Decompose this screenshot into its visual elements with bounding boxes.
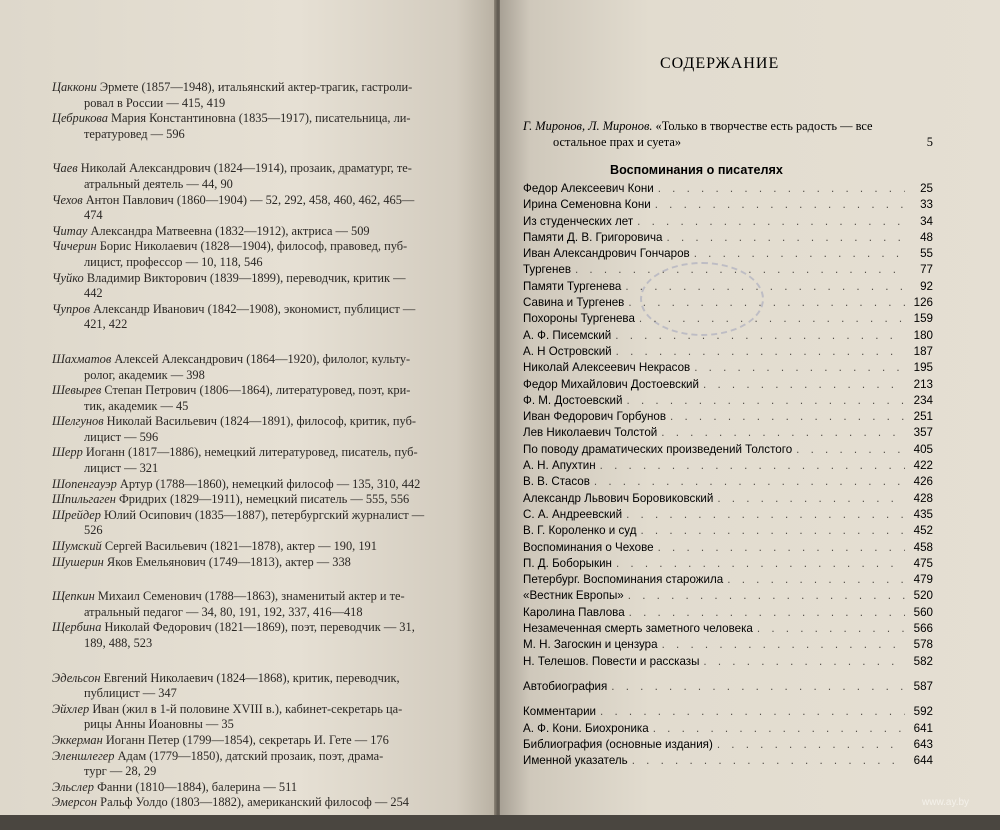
toc-entry-title: Александр Львович Боровиковский <box>523 491 714 505</box>
toc-row <box>523 394 933 410</box>
toc-row <box>523 443 933 459</box>
toc-row <box>523 722 933 738</box>
index-entry-name: Шевырев <box>52 383 102 398</box>
toc-entry-title: Памяти Д. В. Григоровича <box>523 230 663 244</box>
toc-dot-leader <box>717 738 905 751</box>
index-entry-text: Фанни (1810—1884), балерина — 511 <box>93 779 298 794</box>
toc-entry-title: Библиография (основные издания) <box>523 737 713 751</box>
toc-dot-leader <box>796 443 905 456</box>
toc-dot-leader <box>703 378 905 391</box>
toc-dot-leader <box>694 247 905 260</box>
index-entry-continuation: 442 <box>84 286 103 301</box>
toc-entry-page: 520 <box>913 589 933 603</box>
index-entry-name: Чуйко <box>52 270 84 285</box>
toc-dot-leader <box>616 557 905 570</box>
index-entry-continuation: ролог, академик — 398 <box>84 367 205 382</box>
index-entry <box>52 193 472 224</box>
toc-entry-page: 426 <box>913 475 933 489</box>
index-entry-name: Шерр <box>52 445 83 460</box>
index-entry-text: Ральф Уолдо (1803—1882), американский философ — 254 <box>97 795 409 810</box>
toc-dot-leader <box>626 508 905 521</box>
index-entry-text: Иоганн (1817—1886), немецкий литературовед, писатель, пуб- <box>82 445 418 460</box>
index-group <box>52 80 472 142</box>
toc-entry-page: 566 <box>913 622 933 636</box>
toc-entry-page: 452 <box>913 524 933 538</box>
toc-entry-page: 475 <box>913 556 933 570</box>
toc-entry-page: 592 <box>913 705 933 719</box>
index-entry-continuation: публицист — 347 <box>84 686 177 701</box>
index-entry-name: Эдельсон <box>52 670 101 685</box>
index-entry-name: Чупров <box>52 301 91 316</box>
index-entry <box>52 239 472 270</box>
index-entry-text: Евгений Николаевич (1824—1868), критик, переводчик, <box>100 670 400 685</box>
toc-dot-leader <box>653 722 905 735</box>
toc-dot-leader <box>611 680 905 693</box>
toc-entry-title: Автобиография <box>523 679 608 693</box>
toc-entry-title: М. Н. Загоскин и цензура <box>523 638 658 652</box>
index-entry-text: Александра Матвеевна (1832—1912), актриса — 509 <box>87 223 370 238</box>
toc-entry-page: 644 <box>913 754 933 768</box>
index-entry-name: Цаккони <box>52 80 97 94</box>
toc-entry-title: Н. Телешов. Повести и рассказы <box>523 654 700 668</box>
toc-entry-page: 159 <box>913 312 933 326</box>
toc-entry-page: 33 <box>920 198 933 212</box>
toc-spacer <box>523 696 933 705</box>
toc-row <box>523 378 933 394</box>
toc-entry-title: Из студенческих лет <box>523 214 634 228</box>
index-entry <box>52 539 472 555</box>
toc-entry-page: 180 <box>913 328 933 342</box>
toc-entry-page: 578 <box>913 638 933 652</box>
toc-row <box>523 754 933 770</box>
toc-entry-title: Незамеченная смерть заметного человека <box>523 622 753 636</box>
index-entry <box>52 383 472 414</box>
toc-dot-leader <box>757 622 905 635</box>
toc-dot-leader <box>628 589 905 602</box>
toc-entry-title: А. Н Островский <box>523 344 612 358</box>
toc-row <box>523 508 933 524</box>
toc-entry-page: 126 <box>913 296 933 310</box>
toc-entry-title: Ф. М. Достоевский <box>523 393 623 407</box>
toc-entry-page: 560 <box>913 605 933 619</box>
toc-entry-page: 582 <box>913 654 933 668</box>
toc-entry-title: Ирина Семеновна Кони <box>523 198 651 212</box>
toc-dot-leader <box>627 394 905 407</box>
index-entry-name: Эккерман <box>52 732 103 747</box>
index-entry-text: Иван (жил в 1-й половине XVIII в.), кабинет-секретарь ца- <box>89 701 403 716</box>
toc-entry-title: Петербург. Воспоминания старожила <box>523 573 724 587</box>
toc-row <box>523 638 933 654</box>
index-entry-continuation: 189, 488, 523 <box>84 636 153 650</box>
toc-entry-page: 587 <box>913 679 933 693</box>
intro-page: 5 <box>926 135 933 149</box>
index-entry <box>52 749 472 780</box>
toc-row <box>523 680 933 696</box>
toc-row <box>523 738 933 754</box>
index-entry <box>52 477 472 493</box>
index-entry-text: Николай Васильевич (1824—1891), философ, критик, пуб- <box>103 414 416 429</box>
toc-dot-leader <box>616 345 905 358</box>
toc-dot-leader <box>661 426 905 439</box>
toc-entry-title: По поводу драматических произведений Толстого <box>523 442 793 456</box>
toc-dot-leader <box>658 182 905 195</box>
toc-spacer <box>523 671 933 680</box>
toc-row <box>523 410 933 426</box>
toc-entry-page: 643 <box>913 737 933 751</box>
index-entry-name: Эйхлер <box>52 701 90 716</box>
index-entry <box>52 161 472 192</box>
index-entry-text: Владимир Викторович (1839—1899), переводчик, критик — <box>83 270 406 285</box>
index-entry <box>52 733 472 749</box>
toc-dot-leader <box>600 459 905 472</box>
index-entry-text: Артур (1788—1860), немецкий философ — 135, 310, 442 <box>116 476 421 491</box>
toc-entry-title: П. Д. Боборыкин <box>523 556 612 570</box>
index-entry-text: Фридрих (1829—1911), немецкий писатель — 555, 556 <box>115 492 410 507</box>
index-entry-text: Николай Федорович (1821—1869), поэт, переводчик — 31, <box>101 620 415 635</box>
index-entry-text: Адам (1779—1850), датский прозаик, поэт, драма- <box>114 748 384 763</box>
index-entry <box>52 111 472 142</box>
toc-row <box>523 263 933 279</box>
index-entry-name: Цебрикова <box>52 111 108 126</box>
index-entry-name: Шахматов <box>52 351 112 366</box>
toc-dot-leader <box>615 329 905 342</box>
toc-row <box>523 296 933 312</box>
index-entry <box>52 671 472 702</box>
toc-row <box>523 606 933 622</box>
toc-dot-leader <box>628 296 905 309</box>
toc-entry-title: Федор Михайлович Достоевский <box>523 377 700 391</box>
toc-entry-title: Комментарии <box>523 705 597 719</box>
toc-dot-leader <box>662 638 905 651</box>
index-entry-text: Юлий Осипович (1835—1887), петербургский журналист — <box>100 507 425 522</box>
index-entry-name: Шрейдер <box>52 507 101 522</box>
toc-dot-leader <box>637 215 905 228</box>
toc-entry-title: Именной указатель <box>523 754 628 768</box>
index-entry <box>52 352 472 383</box>
toc-entry-title: А. Н. Апухтин <box>523 459 596 473</box>
index-entry <box>52 702 472 733</box>
toc-row <box>523 705 933 721</box>
toc-entry-page: 357 <box>913 426 933 440</box>
index-entry-continuation: лицист — 596 <box>84 429 159 444</box>
toc-dot-leader <box>703 655 905 668</box>
toc-dot-leader <box>632 754 905 767</box>
toc-dot-leader <box>670 410 905 423</box>
toc-list <box>523 182 933 770</box>
index-entry <box>52 80 472 111</box>
toc-row <box>523 541 933 557</box>
watermark: www.ay.by <box>922 797 970 808</box>
toc-entry-page: 55 <box>920 247 933 261</box>
toc-entry-page: 77 <box>920 263 933 277</box>
index-entry <box>52 589 472 620</box>
toc-entry-title: В. В. Стасов <box>523 475 590 489</box>
toc-entry-page: 405 <box>913 442 933 456</box>
index-group <box>52 671 472 811</box>
index-entry <box>52 414 472 445</box>
toc-row <box>523 345 933 361</box>
index-entry-name: Щербина <box>52 620 102 635</box>
toc-row <box>523 426 933 442</box>
toc-entry-page: 435 <box>913 507 933 521</box>
index-entry <box>52 271 472 302</box>
toc-dot-leader <box>667 231 906 244</box>
index-entry-continuation: лицист — 321 <box>84 461 159 476</box>
index-entry-text: Яков Емельянович (1749—1813), актер — 338 <box>103 554 351 569</box>
index-entry <box>52 492 472 508</box>
toc-entry-title: Каролина Павлова <box>523 605 625 619</box>
toc-entry-page: 25 <box>920 182 933 195</box>
index-entry <box>52 795 472 811</box>
toc-entry-page: 458 <box>913 540 933 554</box>
index-entry-continuation: рицы Анны Иоановны — 35 <box>84 717 234 732</box>
toc-dot-leader <box>625 280 905 293</box>
index-entry-text: Мария Константиновна (1835—1917), писательница, ли- <box>107 111 411 126</box>
index-entry <box>52 620 472 651</box>
index-entry-continuation: атральный педагог — 34, 80, 191, 192, 337, 416—418 <box>84 604 363 619</box>
index-entry-name: Эльслер <box>52 779 94 794</box>
toc-row <box>523 231 933 247</box>
index-entry-continuation: тик, академик — 45 <box>84 398 189 413</box>
index-entry-text: Иоганн Петер (1799—1854), секретарь И. Гете — 176 <box>102 732 389 747</box>
toc-entry-page: 187 <box>913 344 933 358</box>
toc-row <box>523 247 933 263</box>
index-entry-continuation: тературовед — 596 <box>84 126 185 141</box>
toc-row <box>523 524 933 540</box>
index-entry-text: Сергей Васильевич (1821—1878), актер — 190, 191 <box>101 539 377 554</box>
index-entry <box>52 555 472 571</box>
index-entry-continuation: 421, 422 <box>84 317 128 332</box>
toc-entry-title: «Вестник Европы» <box>523 589 624 603</box>
toc-dot-leader <box>658 541 905 554</box>
intro-authors: Г. Миронов, Л. Миронов. <box>523 119 653 133</box>
toc-dot-leader <box>594 475 905 488</box>
toc-entry-title: Воспоминания о Чехове <box>523 540 654 554</box>
toc-entry-page: 428 <box>913 491 933 505</box>
index-entry-text: Степан Петрович (1806—1864), литературовед, поэт, кри- <box>101 383 411 398</box>
index-entry-name: Чичерин <box>52 239 97 254</box>
toc-row <box>523 198 933 214</box>
index-group <box>52 161 472 333</box>
toc-entry-title: Федор Алексеевич Кони <box>523 182 654 195</box>
toc-entry-title: Тургенев <box>523 263 571 277</box>
index-entry-continuation: тург — 28, 29 <box>84 764 157 779</box>
toc-entry-title: Иван Александрович Гончаров <box>523 247 690 261</box>
toc-entry-page: 92 <box>920 279 933 293</box>
toc-row <box>523 475 933 491</box>
toc-dot-leader <box>575 263 905 276</box>
index-entry-text: Эрмете (1857—1948), итальянский актер-трагик, гастроли- <box>96 80 413 94</box>
toc-entry-page: 251 <box>913 410 933 424</box>
toc-row <box>523 361 933 377</box>
index-entry-name: Шпильгаген <box>52 492 116 507</box>
toc-entry-page: 479 <box>913 573 933 587</box>
intro-text: «Только в творчестве есть радость — все <box>652 119 873 133</box>
index-entry-continuation: 526 <box>84 523 103 538</box>
section-title: Воспоминания о писателях <box>610 163 783 177</box>
toc-dot-leader <box>655 198 905 211</box>
left-page <box>0 0 496 815</box>
toc-entry-title: В. Г. Короленко и суд <box>523 524 637 538</box>
toc-row <box>523 655 933 671</box>
index-entry-continuation: атральный деятель — 44, 90 <box>84 176 233 191</box>
toc-row <box>523 182 933 198</box>
index-entry-text: Антон Павлович (1860—1904) — 52, 292, 458, 460, 462, 465— <box>82 192 415 207</box>
toc-entry-page: 34 <box>920 214 933 228</box>
toc-row <box>523 329 933 345</box>
toc-row <box>523 589 933 605</box>
toc-entry-title: Николай Алексеевич Некрасов <box>523 361 691 375</box>
toc-entry-page: 641 <box>913 721 933 735</box>
intro-text-cont: остальное прах и суета» <box>553 135 682 149</box>
toc-dot-leader <box>717 492 905 505</box>
toc-dot-leader <box>629 606 905 619</box>
toc-entry-title: А. Ф. Писемский <box>523 328 612 342</box>
toc-entry-title: Памяти Тургенева <box>523 279 622 293</box>
index-entry-name: Щепкин <box>52 589 95 604</box>
toc-entry-title: С. А. Андреевский <box>523 507 623 521</box>
toc-intro-entry <box>523 118 933 150</box>
index-entry-name: Шушерин <box>52 554 104 569</box>
index-entry-text: Борис Николаевич (1828—1904), философ, правовед, пуб- <box>96 239 408 254</box>
index-entry-text: Николай Александрович (1824—1914), прозаик, драматург, те- <box>77 161 412 176</box>
toc-row <box>523 215 933 231</box>
toc-entry-page: 422 <box>913 459 933 473</box>
toc-entry-title: Иван Федорович Горбунов <box>523 410 667 424</box>
index-entry-name: Эмерсон <box>52 795 98 810</box>
index-entry-name: Эленшлегер <box>52 748 115 763</box>
index-entry-name: Чехов <box>52 192 83 207</box>
toc-entry-page: 234 <box>913 393 933 407</box>
index-entry <box>52 302 472 333</box>
toc-entry-page: 195 <box>913 361 933 375</box>
index-entry-name: Шелгунов <box>52 414 104 429</box>
toc-row <box>523 573 933 589</box>
toc-entry-page: 213 <box>913 377 933 391</box>
index-group <box>52 589 472 651</box>
toc-entry-page: 48 <box>920 230 933 244</box>
toc-dot-leader <box>600 705 905 718</box>
contents-title: СОДЕРЖАНИЕ <box>660 55 780 72</box>
index-entry-continuation: лицист, профессор — 10, 118, 546 <box>84 254 263 269</box>
index-entry-name: Шопенгауэр <box>52 476 117 491</box>
index-entry-continuation: ровал в России — 415, 419 <box>84 95 226 110</box>
toc-row <box>523 492 933 508</box>
toc-entry-title: Похороны Тургенева <box>523 312 635 326</box>
toc-entry-title: Савина и Тургенев <box>523 296 625 310</box>
index-entry-text: Алексей Александрович (1864—1920), филолог, культу- <box>111 351 411 366</box>
index-entry <box>52 224 472 240</box>
toc-dot-leader <box>640 524 905 537</box>
index-entry-continuation: 474 <box>84 208 103 223</box>
toc-row <box>523 312 933 328</box>
toc-row <box>523 280 933 296</box>
index-group <box>52 352 472 570</box>
index-entry <box>52 445 472 476</box>
toc-dot-leader <box>694 361 905 374</box>
toc-entry-title: А. Ф. Кони. Биохроника <box>523 721 649 735</box>
toc-dot-leader <box>639 312 905 325</box>
toc-dot-leader <box>727 573 905 586</box>
toc-entry-title: Лев Николаевич Толстой <box>523 426 658 440</box>
toc-row <box>523 622 933 638</box>
name-index <box>52 80 472 830</box>
toc-row <box>523 459 933 475</box>
index-entry-text: Михаил Семенович (1788—1863), знаменитый актер и те- <box>94 589 405 604</box>
index-entry-text: Александр Иванович (1842—1908), экономист, публицист — <box>90 301 416 316</box>
toc-row <box>523 557 933 573</box>
index-entry-name: Шумский <box>52 539 102 554</box>
index-entry-name: Чаев <box>52 161 78 176</box>
index-entry-name: Читау <box>52 223 88 238</box>
index-entry <box>52 508 472 539</box>
index-entry <box>52 780 472 796</box>
